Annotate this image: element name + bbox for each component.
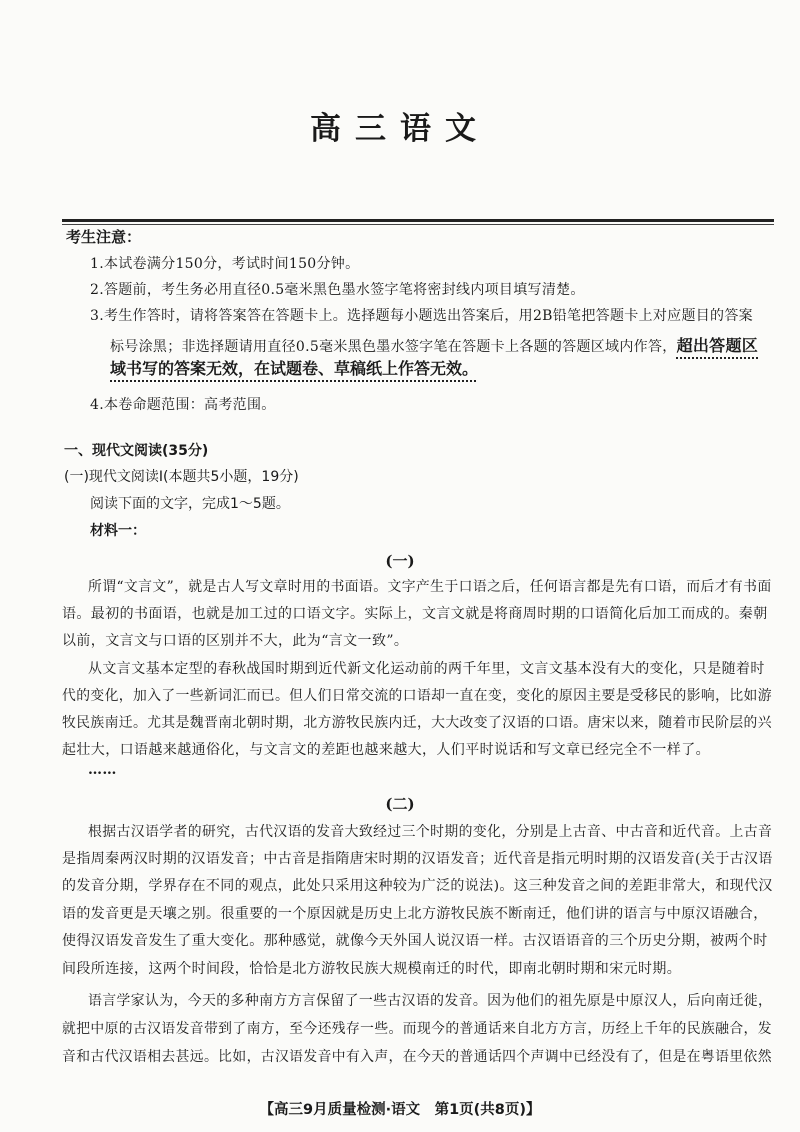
body-line: 间段所连接，这两个时间段，恰恰是北方游牧民族大规模南迁的时代，即南北朝时期和宋元时期。 bbox=[62, 961, 682, 977]
body-line: 牧民族南迁。尤其是魏晋南北朝时期，北方游牧民族内迁，大大改变了汉语的口语。唐宋以来，随着市民阶层的兴 bbox=[62, 715, 772, 731]
body-line: 语的发音更是天壤之别。很重要的一个原因就是历史上北方游牧民族不断南迁，他们讲的语言与中原汉语融合， bbox=[62, 906, 768, 922]
notice-item: 3.考生作答时，请将答案答在答题卡上。选择题每小题选出答案后，用2B铅笔把答题卡上对应题目的答案 bbox=[90, 308, 753, 324]
body-line: 音和古代汉语相去甚远。比如，古汉语发音中有入声，在今天的普通话四个声调中已经没有了，但是在粤语里依然 bbox=[62, 1049, 772, 1065]
notice-item bbox=[110, 333, 758, 356]
notice-item: 2.答题前，考生务必用直径0.5毫米黑色墨水签字笔将密封线内项目填写清楚。 bbox=[90, 282, 585, 298]
notice-item: 4.本卷命题范围：高考范围。 bbox=[90, 397, 276, 413]
body-line: 从文言文基本定型的春秋战国时期到近代新文化运动前的两千年里，文言文基本没有大的变化，只是随着时 bbox=[88, 661, 765, 677]
emphasized-warning: 域书写的答案无效，在试题卷、草稿纸上作答无效。 bbox=[110, 359, 479, 378]
header-divider-thick bbox=[62, 219, 774, 222]
page-footer: 【高三9月质量检测·语文 第1页(共8页)】 bbox=[259, 1102, 541, 1118]
notice-heading: 考生注意： bbox=[66, 228, 142, 246]
page-title: 高三语文 bbox=[310, 111, 490, 147]
body-line: 所谓“文言文”，就是古人写文章时用的书面语。文字产生于口语之后，任何语言都是先有口语，而后才有书面 bbox=[88, 579, 772, 595]
notice-item: 1.本试卷满分150分，考试时间150分钟。 bbox=[90, 256, 360, 272]
body-line: 根据古汉语学者的研究，古代汉语的发音大致经过三个时期的变化，分别是上古音、中古音和近代音。上古音 bbox=[88, 824, 773, 840]
body-line: 的发音分期，学界存在不同的观点，此处只采用这种较为广泛的说法)。这三种发音之间的差距非常大，和现代汉 bbox=[62, 878, 773, 894]
material-label: 材料一： bbox=[90, 523, 146, 539]
body-line: 是指周秦两汉时期的汉语发音；中古音是指隋唐宋时期的汉语发音；近代音是指元明时期的汉语发音(关于古汉语 bbox=[62, 851, 773, 867]
instruction: 阅读下面的文字，完成1～5题。 bbox=[90, 496, 290, 512]
part-heading: (二) bbox=[385, 795, 415, 813]
part-heading: (一) bbox=[385, 552, 415, 570]
subsection-heading: (一)现代文阅读Ⅰ(本题共5小题，19分) bbox=[64, 469, 299, 485]
body-line: 就把中原的古汉语发音带到了南方，至今还残存一些。而现今的普通话来自北方方言，历经上千年的民族融合，发 bbox=[62, 1021, 772, 1037]
body-line: 使得汉语发音发生了重大变化。那种感觉，就像今天外国人说汉语一样。古汉语语音的三个历史分期，被两个时 bbox=[62, 933, 768, 949]
body-line: 语言学家认为，今天的多种南方方言保留了一些古汉语的发音。因为他们的祖先原是中原汉人，后向南迁徙， bbox=[88, 993, 773, 1009]
header-divider-thin bbox=[62, 224, 774, 225]
body-line: 以前，文言文与口语的区别并不大，此为“言文一致”。 bbox=[62, 633, 409, 649]
body-line: 语。最初的书面语，也就是加工过的口语文字。实际上，文言文就是将商周时期的口语简化后加工而成的。秦朝 bbox=[62, 606, 768, 622]
body-line: 代的变化，加入了一些新词汇而已。但人们日常交流的口语却一直在变，变化的原因主要是受移民的影响，比如游 bbox=[62, 688, 772, 704]
notice-item-text: 标号涂黑；非选择题请用直径0.5毫米黑色墨水签字笔在答题卡上各题的答题区域内作答， bbox=[110, 339, 677, 355]
emphasized-warning: 超出答题区 bbox=[676, 336, 759, 355]
body-line: 起壮大，口语越来越通俗化，与文言文的差距也越来越大，人们平时说话和写文章已经完全不一样了。 bbox=[62, 742, 710, 758]
section-heading: 一、现代文阅读(35分) bbox=[64, 443, 209, 459]
ellipsis: …… bbox=[88, 762, 117, 778]
